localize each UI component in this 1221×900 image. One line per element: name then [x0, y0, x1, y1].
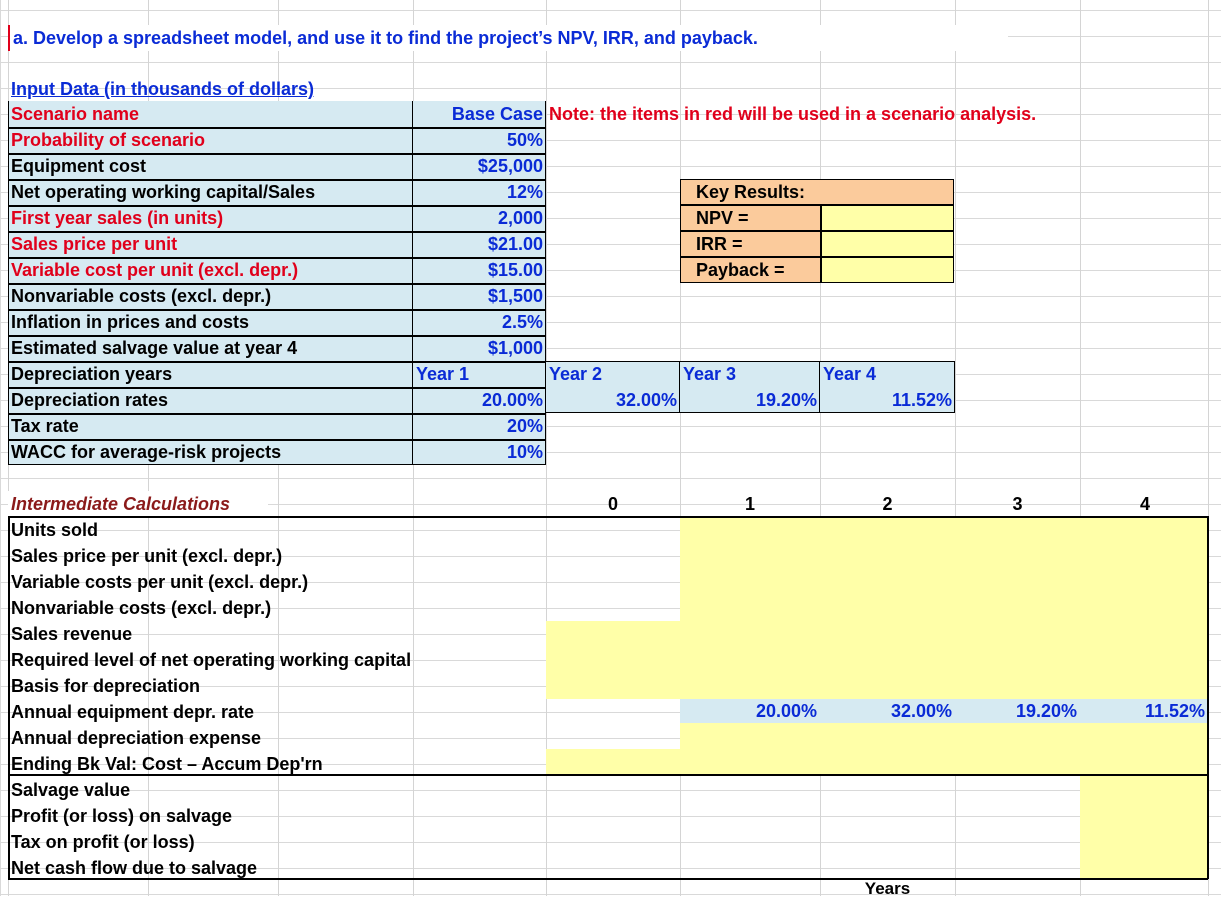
input-label: Sales price per unit: [11, 234, 178, 254]
calc-block-1[interactable]: [680, 517, 1208, 621]
input-value[interactable]: 2.5%: [501, 312, 543, 332]
input-value[interactable]: 12%: [506, 182, 543, 202]
input-value[interactable]: $25,000: [477, 156, 543, 176]
input-label: Equipment cost: [11, 156, 147, 176]
calc-row-label: Net cash flow due to salvage: [11, 858, 258, 878]
inter-depr-rate-4: 11.52%: [1144, 701, 1205, 721]
input-label: Scenario name: [11, 104, 140, 124]
inter-depr-rate-3: 19.20%: [1015, 701, 1077, 721]
input-value[interactable]: 2,000: [497, 208, 543, 228]
calc-row-label: Sales revenue: [11, 624, 133, 644]
year-2-header: 2: [882, 494, 893, 514]
key-results-header: Key Results:: [696, 182, 806, 202]
input-label: Variable cost per unit (excl. depr.): [11, 260, 299, 280]
calc-block-2[interactable]: [546, 621, 1208, 699]
tax-rate-value[interactable]: 20%: [506, 416, 543, 436]
depr-expense-block[interactable]: [680, 723, 1208, 749]
input-label: Inflation in prices and costs: [11, 312, 250, 332]
calc-row-label: Annual depreciation expense: [11, 728, 262, 748]
depr-col2-border: [546, 361, 680, 413]
inter-depr-rate-1: 20.00%: [755, 701, 817, 721]
year-3-header: 3: [1012, 494, 1023, 514]
payback-label: Payback =: [696, 260, 785, 280]
sheet-title: a. Develop a spreadsheet model, and use it to find the project’s NPV, IRR, and payback.: [8, 25, 1008, 51]
salvage-block[interactable]: [1080, 775, 1208, 879]
tax-rate-label: Tax rate: [11, 416, 79, 436]
depr-rates-label: Depreciation rates: [11, 390, 169, 410]
ending-book-value-block[interactable]: [546, 749, 1208, 775]
intermediate-header: Intermediate Calculations: [8, 491, 268, 517]
wacc-value[interactable]: 10%: [506, 442, 543, 462]
input-label: Nonvariable costs (excl. depr.): [11, 286, 272, 306]
calc-row-label: Basis for depreciation: [11, 676, 201, 696]
calc-row-label: Required level of net operating working capital: [11, 650, 412, 670]
input-label: Probability of scenario: [11, 130, 206, 150]
depr-col3-border: [680, 361, 820, 413]
input-value[interactable]: $15.00: [487, 260, 543, 280]
years-axis-label: Years: [864, 879, 911, 898]
input-value[interactable]: Base Case: [451, 104, 543, 124]
depr-col4-border: [820, 361, 955, 413]
payback-result-cell[interactable]: [822, 259, 952, 281]
calc-row-label: Profit (or loss) on salvage: [11, 806, 233, 826]
calc-row-label: Variable costs per unit (excl. depr.): [11, 572, 309, 592]
depr-rate-4[interactable]: 11.52%: [891, 390, 952, 410]
depr-rate-2[interactable]: 32.00%: [615, 390, 677, 410]
input-label: First year sales (in units): [11, 208, 224, 228]
calc-row-label: Sales price per unit (excl. depr.): [11, 546, 283, 566]
depr-rate-3[interactable]: 19.20%: [755, 390, 817, 410]
calc-row-label: Nonvariable costs (excl. depr.): [11, 598, 272, 618]
inter-depr-rate-2: 32.00%: [890, 701, 952, 721]
scenario-note: Note: the items in red will be used in a scenario analysis.: [549, 104, 1037, 124]
input-value[interactable]: 50%: [506, 130, 543, 150]
depr-year-3: Year 3: [683, 364, 737, 384]
depr-year-1: Year 1: [416, 364, 470, 384]
input-value[interactable]: $1,500: [487, 286, 543, 306]
input-value[interactable]: $21.00: [487, 234, 543, 254]
depr-year-2: Year 2: [549, 364, 603, 384]
npv-label: NPV =: [696, 208, 749, 228]
depr-year-4: Year 4: [823, 364, 877, 384]
calc-row-label: Salvage value: [11, 780, 131, 800]
year-1-header: 1: [744, 494, 755, 514]
irr-result-cell[interactable]: [822, 233, 952, 255]
calc-row-label: Ending Bk Val: Cost – Accum Dep'rn: [11, 754, 323, 774]
calc-row-label: Units sold: [11, 520, 99, 540]
depr-years-label: Depreciation years: [11, 364, 173, 384]
calc-row-label: Annual equipment depr. rate: [11, 702, 255, 722]
input-value[interactable]: $1,000: [487, 338, 543, 358]
year-4-header: 4: [1139, 494, 1150, 514]
input-label: Net operating working capital/Sales: [11, 182, 316, 202]
input-data-header: Input Data (in thousands of dollars): [11, 79, 314, 99]
calc-row-label: Tax on profit (or loss): [11, 832, 195, 852]
depr-rate-1[interactable]: 20.00%: [481, 390, 543, 410]
wacc-label: WACC for average-risk projects: [11, 442, 282, 462]
input-label: Estimated salvage value at year 4: [11, 338, 298, 358]
irr-label: IRR =: [696, 234, 743, 254]
npv-result-cell[interactable]: [822, 207, 952, 229]
year-0-header: 0: [607, 494, 618, 514]
